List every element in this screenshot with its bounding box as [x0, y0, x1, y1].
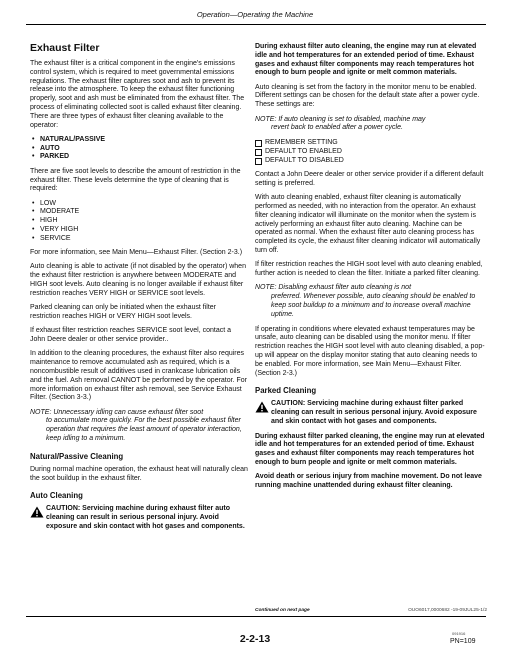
levels-intro-paragraph: There are five soot levels to describe the amount of restriction in the exhaust filter. These levels determine the type of cleaning that is required:: [30, 167, 241, 193]
list-item: • HIGH: [32, 217, 248, 226]
auto-warning-continued: During exhaust filter auto cleaning, the engine may run at elevated idle and hot temperatures for an extended period of time. Exhaust gases and exhaust filter components may reach temperatures hot enough to burn people and ignite or melt common materials.: [255, 43, 477, 77]
auto-cleaning-heading: Auto Cleaning: [30, 491, 83, 501]
caution-text: CAUTION: Servicing machine during exhaust filter parked cleaning can result in serious personal injury. Avoid exposure and skin contact with hot gases and components.: [271, 400, 477, 425]
checkbox-icon: [255, 149, 262, 156]
idling-note: NOTE: Unnecessary idling can cause exhaust filter soot to accumulate more quickly. For the best possible exhaust filter operation that requires the least amount of operator interaction, keep idling to a minimum.: [30, 408, 242, 442]
default-settings-list: [255, 139, 485, 165]
soot-levels-list: [30, 200, 248, 244]
continued-bar: [255, 608, 487, 613]
document-code: OUO6017,0000682 -19-09JUL25-1/2: [408, 608, 487, 613]
page-header: Operation—Operating the Machine: [196, 10, 314, 19]
list-item: DEFAULT TO DISABLED: [255, 157, 485, 166]
list-item: • AUTO: [32, 145, 248, 154]
disabled-revert-note: NOTE: If auto cleaning is set to disabled, machine may revert back to enabled after a power cycle.: [255, 115, 426, 132]
list-item: REMEMBER SETTING: [255, 139, 485, 148]
auto-availability-paragraph: Auto cleaning is able to activate (if not disabled by the operator) when the exhaust filter restriction is anywhere between MODERATE and HIGH soot levels. Auto cleaning is no longer available if exhaust filter restriction reaches VERY HIGH or SERVICE soot levels.: [30, 263, 246, 297]
cleaning-types-list: [30, 136, 248, 162]
page-code: 091916: [452, 631, 466, 636]
intro-paragraph: The exhaust filter is a critical component in the engine's emissions control system, which is required to meet governmental emissions regulations. The exhaust filter captures soot and ash to prevent its release into the atmosphere. To keep the exhaust filter functioning properly, soot and ash must be eliminated from the exhaust filter. The process of eliminating collected soot is called exhaust filter cleaning. There are three types of exhaust filter cleaning available to the operator:: [30, 60, 245, 129]
checkbox-icon: [255, 158, 262, 165]
pn-label: PN=109: [450, 638, 476, 645]
service-level-paragraph: If exhaust filter restriction reaches SERVICE soot level, contact a John Deere dealer or other service provider..: [30, 327, 232, 344]
more-info-paragraph: For more information, see Main Menu—Exhaust Filter. (Section 2-3.): [30, 249, 243, 257]
section-title: Exhaust Filter: [30, 42, 100, 54]
caution-text: CAUTION: Servicing machine during exhaust filter auto cleaning can result in serious personal injury. Avoid exposure and skin contact with hot gases and components.: [46, 505, 245, 530]
unsafe-conditions-paragraph: If operating in conditions where elevated exhaust temperatures may be unsafe, auto cleaning can be disabled using the monitor menu. If filter restriction reaches the HIGH soot level with auto cleaning disabled, a pop-up will appear on the display monitor stating that auto cleaning needs to be enabled. For more information, see Main Menu—Exhaust Filter. (Section 2-3.): [255, 325, 485, 377]
page-number: 2-2-13: [239, 633, 271, 645]
list-item: • PARKED: [32, 153, 248, 162]
high-soot-paragraph: If filter restriction reaches the HIGH soot level with auto cleaning enabled, further action is needed to clean the filter. Initiate a parked filter cleaning.: [255, 261, 483, 278]
ash-removal-paragraph: In addition to the cleaning procedures, the exhaust filter also requires maintenance to remove accumulated ash as required, which is a noncombustible result of additives used in crankcase lubrication oils and the fuel. Ash removal CANNOT be performed by the operator. For more information on exhaust filter ash removal, see Service Exhaust Filter. (Section 3-3.): [30, 350, 247, 402]
right-column: [255, 43, 485, 496]
list-item: • VERY HIGH: [32, 226, 248, 235]
warning-triangle-icon: [30, 506, 44, 518]
factory-setting-paragraph: Auto cleaning is set from the factory in the monitor menu to be enabled. Different settings can be chosen for the default state after a power cycle. These settings are:: [255, 83, 480, 109]
natural-cleaning-heading: Natural/Passive Cleaning: [30, 451, 124, 461]
contact-dealer-paragraph: Contact a John Deere dealer or other service provider if a different default setting is preferred.: [255, 171, 484, 187]
list-item: • SERVICE: [32, 235, 248, 244]
list-item: • MODERATE: [32, 208, 248, 217]
parked-availability-paragraph: Parked cleaning can only be initiated when the exhaust filter restriction reaches HIGH or VERY HIGH soot levels.: [30, 304, 217, 320]
checkbox-icon: [255, 140, 262, 147]
list-item: DEFAULT TO ENABLED: [255, 148, 485, 157]
parked-cleaning-heading: Parked Cleaning: [255, 386, 317, 396]
parked-caution-block: [255, 400, 485, 426]
left-column: [30, 40, 248, 538]
footer-rule: [26, 616, 486, 617]
parked-warning-paragraph: During exhaust filter parked cleaning, the engine may run at elevated idle and hot temperatures for an extended period of time. Exhaust gases and exhaust filter components may reach temperatures hot enough to burn people and ignite or melt common materials.: [255, 432, 485, 467]
list-item: • NATURAL/PASSIVE: [32, 136, 248, 145]
warning-triangle-icon: [255, 401, 269, 413]
header-rule: [26, 24, 486, 25]
disabling-note: NOTE: Disabling exhaust filter auto cleaning is not preferred. Whenever possible, auto cleaning should be enabled to keep soot buildup to a minimum and to increase overall machine uptime.: [255, 284, 476, 318]
natural-cleaning-paragraph: During normal machine operation, the exhaust heat will naturally clean the soot buildup in the exhaust filter.: [30, 465, 248, 482]
auto-enabled-paragraph: With auto cleaning enabled, exhaust filter cleaning is automatically performed as needed, with no interaction from the operator. An exhaust filter cleaning indicator will illuminate on the monitor when the system is actively performing an exhaust filter auto cleaning. Machine can be operated as normal. When the exhaust filter auto cleaning process has completed its cycle, the exhaust filter cleaning indicator will automatically turn off.: [255, 194, 481, 254]
auto-caution-block: [30, 505, 248, 531]
machine-movement-warning: Avoid death or serious injury from machine movement. Do not leave running machine unattended during exhaust filter cleaning.: [255, 473, 482, 490]
continued-label: Continued on next page: [255, 608, 310, 613]
list-item: • LOW: [32, 200, 248, 209]
